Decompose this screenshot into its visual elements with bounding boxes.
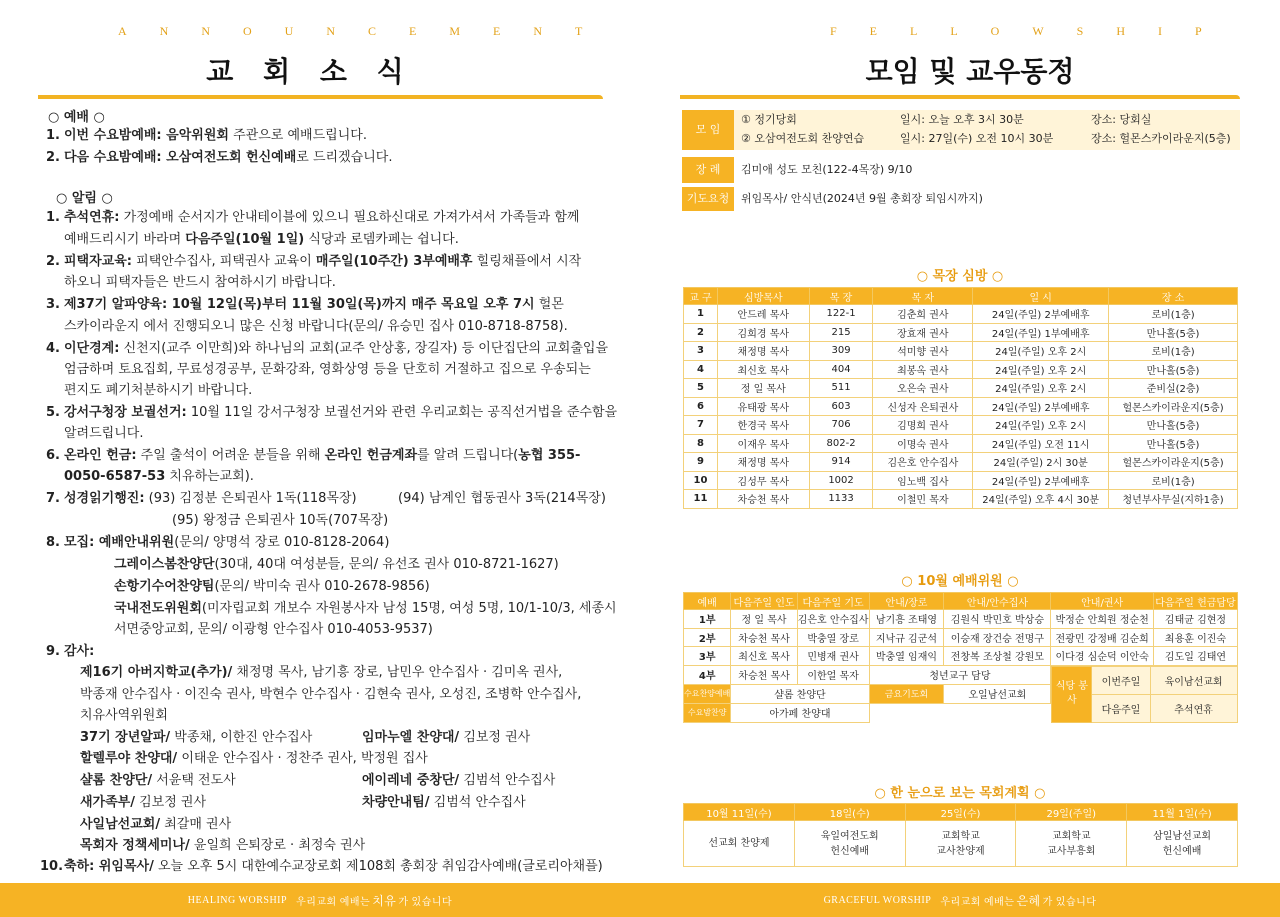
- visit-row: 11 차승천 목사 1133 이철민 목자 24일(주일) 오후 4시 30분 청년부사무실(지하1층): [684, 490, 1238, 509]
- worship-item-1: 1. 이번 수요밤예배: 음악위원회 주관으로 예배드립니다.: [46, 128, 367, 143]
- notice-9: 9. 감사:: [46, 644, 95, 659]
- prayer-label: 기도요청: [682, 187, 734, 211]
- visit-row: 2 김희경 목사 215 장효재 권사 24일(주일) 1부예배후 만나홀(5층): [684, 323, 1238, 342]
- page-title-right: 모임 및 교우동정: [865, 55, 1075, 88]
- notice-4: 4. 이단경계: 신천지(교주 이만희)와 하나님의 교회(교주 안상홍, 장길자) 등 이단집단의 교회출입을: [46, 341, 609, 356]
- visit-row: 5 정 일 목사 511 오은숙 권사 24일(주일) 오후 2시 준비실(2층): [684, 379, 1238, 398]
- page-title-left: 교 회 소 식: [206, 55, 414, 88]
- visit-row: 1 안드레 목사 122-1 김춘희 권사 24일(주일) 2부예배후 로비(1층): [684, 305, 1238, 324]
- announcement-deco: ANNOUNCEMENT: [118, 24, 616, 38]
- right-divider: [680, 95, 1240, 99]
- notice-3: 3. 제37기 알파양육: 10월 12일(목)부터 11월 30일(목)까지 매주 목요일 오후 7시 헐몬: [46, 297, 564, 312]
- worship-item-2: 2. 다음 수요밤예배: 오삼여전도회 헌신예배로 드리겠습니다.: [46, 150, 393, 165]
- duty-row: 1부 정 일 목사 김은호 안수집사 남기흥 조태영 김원식 박민호 박상승 박정순 안희원 정순천 김태균 김현정: [684, 610, 1238, 629]
- sat-label: 수요밤찬양: [684, 703, 731, 722]
- visit-row: 3 채정명 목사 309 석미향 권사 24일(주일) 오후 2시 로비(1층): [684, 342, 1238, 361]
- duty-title: ○ 10월 예배위원 ○: [901, 574, 1019, 589]
- visit-row: 6 유태광 목사 603 신성자 은퇴권사 24일(주일) 2부예배후 헐몬스카이라운지(5층): [684, 397, 1238, 416]
- visit-row: 7 한경국 목사 706 김명희 권사 24일(주일) 오후 2시 만나홀(5층): [684, 416, 1238, 435]
- duty-row: 3부 최신호 목사 민병재 권사 박충열 임재익 전창복 조상철 강원모 이다경 심순덕 이안숙 김도일 김태연: [684, 647, 1238, 666]
- notice-10: 10.축하: 위임목사/ 오늘 오후 5시 대한예수교장로회 제108회 총회장 취임감사예배(글로리아채플): [40, 859, 603, 874]
- right-footer: GRACEFUL WORSHIP 우리교회 예배는 은혜 가 있습니다: [640, 883, 1280, 917]
- notice-6: 6. 온라인 헌금: 주일 출석이 어려운 분들을 위해 온라인 헌금계좌를 알려 드립니다(농협 355-: [46, 448, 581, 463]
- cafeteria-label: 식당 봉사: [1052, 666, 1092, 722]
- duty-row: 2부 차승천 목사 박충열 장로 지낙규 김군석 이승재 장건승 전명구 전광민 강정배 김순희 최용훈 이진숙: [684, 628, 1238, 647]
- worship-heading: ○ 예배 ○: [48, 110, 105, 125]
- funeral-label: 장 례: [682, 157, 734, 183]
- left-divider: [38, 95, 603, 99]
- plan-title: ○ 한 눈으로 보는 목회계획 ○: [874, 786, 1046, 801]
- plan-table: 10월 11일(수) 18일(수) 25일(수) 29일(주일) 11월 1일(수) 선교회 찬양제 육일여전도회 헌신예배 교회학교 교사찬양제 교회학교 교사부흥회 삼일남선교회 헌신예배: [683, 803, 1238, 867]
- notice-8: 8. 모집: 예배안내위원(문의/ 양명석 장로 010-8128-2064): [46, 535, 390, 550]
- notice-heading: ○ 알림 ○: [56, 191, 113, 206]
- left-footer: HEALING WORSHIP 우리교회 예배는 치유 가 있습니다: [0, 883, 640, 917]
- fri-label: 금요기도회: [869, 684, 944, 703]
- meeting-label: 모 임: [682, 110, 734, 150]
- visit-row: 10 김성무 목사 1002 임노백 집사 24일(주일) 2부예배후 로비(1층): [684, 471, 1238, 490]
- visit-row: 8 이재우 목사 802-2 이명숙 권사 24일(주일) 오전 11시 만나홀(5층): [684, 434, 1238, 453]
- visit-table: 교 구 심방목사 목 장 목 자 일 시 장 소 1 안드레 목사 122-1 김춘희 권사 24일(주일) 2부예배후 로비(1층) 2 김희경 목사 215 장효재 권사 24일(주일) 1부예배후 만나홀(5층) 3 채정명 목사 309 석미향 권사 24일(주일) 오후 2시 로비(1층) 4 최신호 목사 404 최봉옥 권사 24일(주일) 오후 2시 만나홀(5층) 5 정 일 목사 511 오은숙 권사 24일(주일) 오후 2시 준비실(2층) 6 유태광 목사 603 신성자 은퇴권사 24일(주일) 2부예배후 헐몬스카이라운지(5층) 7 한경국 목사 706 김명희 권사 24일(주일) 오후 2시 만나홀(5층) 8 이재우 목사 802-2 이명숙 권사 24일(주일) 오전 11시 만나홀(5층) 9 채정명 목사 914 김은호 안수집사 24일(주일) 2시 30분 헐몬스카이라운지(5층) 10 김성무 목사 1002 임노백 집사 24일(주일) 2부예배후 로비(1층) 11 차승천 목사 1133 이철민 목자 24일(주일) 오후 4시 30분 청년부사무실(지하1층): [683, 287, 1238, 509]
- notice-7: 7. 성경읽기행진: (93) 김정분 은퇴권사 1독(118목장): [46, 491, 357, 506]
- notice-5: 5. 강서구청장 보궐선거: 10월 11일 강서구청장 보궐선거와 관련 우리교회는 공직선거법을 준수함을: [46, 405, 618, 420]
- notice-2: 2. 피택자교육: 피택안수집사, 피택권사 교육이 매주일(10주간) 3부예배후 힐링채플에서 시작: [46, 254, 582, 269]
- wed-label: 수요찬양예배: [684, 684, 731, 703]
- notice-1: 1. 추석연휴: 가정예배 순서지가 안내테이블에 있으니 필요하신대로 가져가셔서 가족들과 함께: [46, 210, 580, 225]
- visit-row: 4 최신호 목사 404 최봉옥 권사 24일(주일) 오후 2시 만나홀(5층): [684, 360, 1238, 379]
- duty-table: 예배 다음주일 인도 다음주일 기도 안내/장로 안내/안수집사 안내/권사 다음주일 헌금담당 1부 정 일 목사 김은호 안수집사 남기흥 조태영 김원식 박민호 박상승 박정순 안희원 정순천 김태균 김현정 2부 차승천 목사 박충열 장로 지낙규 김군석 이승재 장건승 전명구 전광민 강정배 김순희 최용훈 이진숙 3부 최신호 목사 민병재 권사 박충열 임재익 전창복 조상철 강원모 이다경 심순덕 이안숙 김도일 김태연 4부 차승천 목사 이한얼 목자 청년교구 담당 식당 봉사 이번주일 육이남선교회 다음주일 추석연휴 수요찬양예배 샬롬 찬양단 금요기도회 오일남선교회 수요밤찬양 아가페 찬양대: [683, 592, 1238, 723]
- fellowship-deco: FELLOWSHIP: [830, 24, 1235, 38]
- visit-title: ○ 목장 심방 ○: [916, 269, 1004, 284]
- visit-row: 9 채정명 목사 914 김은호 안수집사 24일(주일) 2시 30분 헐몬스카이라운지(5층): [684, 453, 1238, 472]
- duty-row: 4부 차승천 목사 이한얼 목자 청년교구 담당 식당 봉사 이번주일 육이남선교회 다음주일 추석연휴: [684, 665, 1238, 684]
